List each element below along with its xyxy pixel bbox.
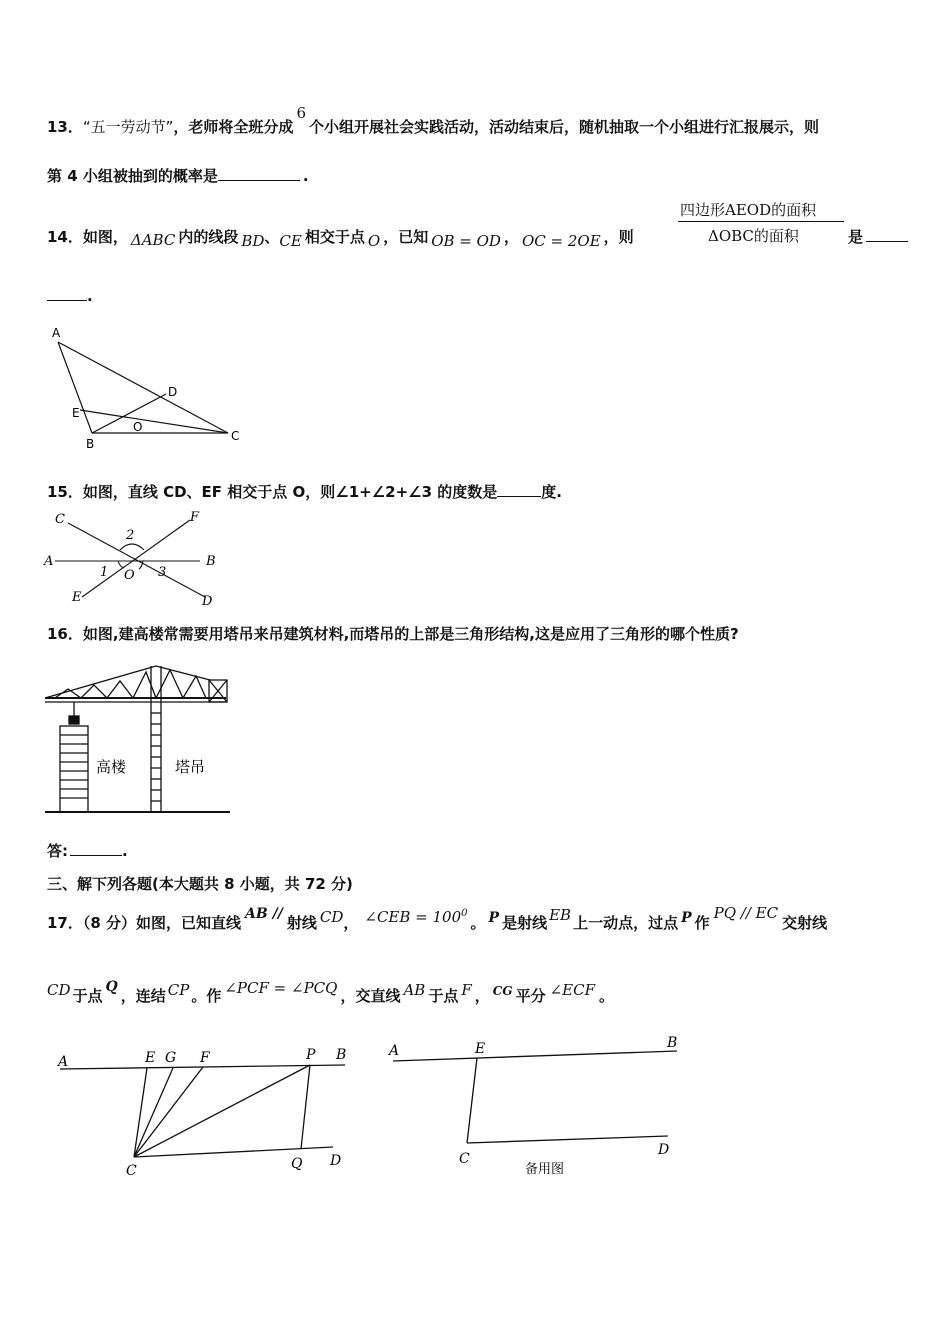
question-14-line-2 bbox=[47, 286, 93, 305]
segment-ec bbox=[467, 1058, 477, 1143]
line-ef bbox=[82, 520, 190, 597]
q17-text-6: 交射线 bbox=[782, 914, 828, 932]
q17-fig1-label-e: E bbox=[145, 1050, 156, 1066]
q14-eq2: OC = 2OE bbox=[521, 232, 601, 250]
q17-cd: CD bbox=[319, 908, 344, 926]
q17-l2-text-2: ，连结 bbox=[120, 987, 166, 1005]
crane-truss bbox=[55, 670, 206, 698]
q15-intersecting-lines-figure bbox=[40, 505, 230, 610]
question-16-line bbox=[47, 623, 739, 644]
q17-degree-mark: 0 bbox=[461, 908, 468, 919]
q17-ab-parallel: AB // bbox=[245, 906, 283, 922]
q16-tower-crane-figure bbox=[40, 658, 240, 818]
q14-text-5: 是 bbox=[848, 228, 864, 246]
hook-block bbox=[69, 716, 79, 724]
q16-answer-line bbox=[47, 840, 128, 861]
q13-number: 13． bbox=[47, 118, 83, 136]
q17-eb: EB bbox=[549, 906, 572, 924]
q14-fig-label-d: D bbox=[168, 385, 178, 399]
q17-pq-parallel: PQ // EC bbox=[713, 904, 779, 922]
q17-angle-ceb bbox=[364, 908, 467, 926]
q14-ce: CE bbox=[279, 232, 302, 250]
q15-fig-label-3: 3 bbox=[158, 565, 167, 580]
q17-l2-text-4: ，交直线 bbox=[340, 987, 401, 1005]
q17-backup-figure bbox=[385, 1030, 690, 1180]
q14-triangle: ΔABC bbox=[130, 231, 176, 249]
line-ab bbox=[393, 1051, 677, 1061]
q14-dun: 、 bbox=[264, 228, 280, 246]
q14-o: O bbox=[367, 232, 381, 250]
q13-answer-blank[interactable] bbox=[218, 166, 300, 181]
question-17-line-1 bbox=[47, 904, 828, 933]
q15-fig-label-f: F bbox=[190, 510, 200, 525]
q15-fig-label-b: B bbox=[206, 554, 216, 569]
q16-answer-blank[interactable] bbox=[70, 841, 122, 856]
q15-text: 15．如图，直线 CD、EF 相交于点 O，则∠1+∠2+∠3 的度数是 bbox=[47, 483, 498, 501]
q17-fig2-label-e: E bbox=[475, 1041, 486, 1057]
q14-tail bbox=[848, 226, 908, 247]
segment-pq bbox=[301, 1065, 310, 1149]
q17-text-3: 是射线 bbox=[502, 914, 548, 932]
q17-text-2: 。 bbox=[470, 914, 486, 932]
q17-f: F bbox=[461, 981, 472, 999]
q16-label-crane: 塔吊 bbox=[175, 758, 206, 776]
q16-text: 16．如图,建高楼常需要用塔吊来吊建筑材料,而塔吊的上部是三角形结构,这是应用了三角形的哪个性质? bbox=[47, 625, 739, 643]
q14-fraction-numerator: 四边形AEOD的面积 bbox=[680, 201, 817, 219]
q14-end: . bbox=[87, 287, 93, 305]
segment-cf bbox=[134, 1067, 203, 1157]
q17-fig1-label-p: P bbox=[306, 1047, 316, 1063]
q14-text-2: 相交于点 bbox=[304, 228, 365, 246]
question-13-line-1 bbox=[47, 104, 819, 137]
q15-fig-label-e: E bbox=[72, 590, 82, 605]
q17-fig1-label-d: D bbox=[330, 1153, 342, 1169]
q17-fig1-label-g: G bbox=[165, 1050, 177, 1066]
q14-comma: ， bbox=[503, 228, 519, 246]
q14-fig-label-o: O bbox=[133, 420, 143, 434]
q14-triangle-figure bbox=[40, 320, 260, 455]
ray-cd bbox=[467, 1136, 668, 1143]
q14-fig-label-c: C bbox=[231, 429, 240, 443]
section-3-heading: 三、解下列各题(本大题共 8 小题，共 72 分) bbox=[47, 875, 353, 893]
q14-fig-label-e: E bbox=[72, 406, 80, 420]
q13-text-3: 第 4 小组被抽到的概率是 bbox=[47, 167, 218, 185]
building bbox=[60, 726, 88, 812]
q17-p-2: P bbox=[681, 910, 692, 926]
q17-fig2-caption: 备用图 bbox=[525, 1162, 565, 1177]
q14-text-1: 内的线段 bbox=[178, 228, 239, 246]
q15-end: 度. bbox=[541, 483, 562, 501]
line-cd bbox=[68, 523, 205, 597]
q17-fig2-label-a: A bbox=[389, 1043, 400, 1059]
q17-text-4: 上一动点，过点 bbox=[573, 914, 679, 932]
q14-number: 14．如图， bbox=[47, 228, 128, 246]
q17-l2-text-1: 于点 bbox=[72, 987, 103, 1005]
q17-fig2-label-c: C bbox=[459, 1151, 470, 1167]
q13-end: . bbox=[302, 167, 309, 185]
q15-fig-label-o: O bbox=[124, 568, 135, 583]
q13-text-2: 个小组开展社会实践活动，活动结束后，随机抽取一个小组进行汇报展示，则 bbox=[308, 118, 819, 136]
q15-fig-label-c: C bbox=[55, 512, 65, 527]
q15-fig-label-1: 1 bbox=[100, 565, 109, 580]
q17-fig2-label-b: B bbox=[667, 1035, 678, 1051]
angle-1-arc bbox=[118, 561, 124, 568]
segment-cp bbox=[134, 1065, 310, 1157]
q14-fraction-bar bbox=[678, 221, 844, 222]
q17-fig1-label-q: Q bbox=[291, 1156, 303, 1172]
q13-six: 6 bbox=[296, 104, 306, 122]
q14-fig-label-b: B bbox=[86, 437, 95, 451]
q17-p: P bbox=[488, 910, 500, 926]
q17-fig1-label-b: B bbox=[336, 1047, 347, 1063]
q17-angle-ceb-text: ∠CEB = 100 bbox=[364, 908, 462, 926]
q14-fig-label-a: A bbox=[52, 326, 61, 340]
q17-comma-2: ， bbox=[474, 987, 490, 1005]
q14-text-4: ，则 bbox=[603, 228, 634, 246]
q15-fig-label-a: A bbox=[44, 554, 54, 569]
q14-fraction-denominator: ΔOBC的面积 bbox=[708, 227, 799, 245]
q15-answer-blank[interactable] bbox=[497, 482, 541, 497]
ray-cd bbox=[134, 1147, 333, 1157]
q15-fig-label-d: D bbox=[202, 594, 213, 609]
q17-fig1-label-f: F bbox=[200, 1050, 210, 1066]
angle-2-arc bbox=[120, 544, 144, 550]
q14-eq1: OB = OD bbox=[431, 232, 501, 250]
question-14-line-1 bbox=[47, 226, 634, 250]
q17-fig1-label-c: C bbox=[126, 1163, 137, 1179]
q17-ab: AB bbox=[403, 981, 426, 999]
q17-l2-text-6: 平分 bbox=[515, 987, 546, 1005]
q17-l2-end: 。 bbox=[599, 987, 615, 1005]
q17-l2-cd: CD bbox=[47, 981, 71, 999]
q17-cg: CG bbox=[492, 984, 513, 998]
q17-l2-text-5: 于点 bbox=[428, 987, 459, 1005]
q17-fig2-label-d: D bbox=[658, 1142, 670, 1158]
q17-angle-eq: ∠PCF = ∠PCQ bbox=[224, 979, 338, 997]
q14-answer-blank-b[interactable] bbox=[47, 286, 87, 301]
building-floors bbox=[60, 735, 88, 798]
q17-cp: CP bbox=[167, 981, 190, 999]
q14-text-3: ，已知 bbox=[383, 228, 429, 246]
q17-ecf: ∠ECF bbox=[549, 981, 595, 999]
q17-fig1-label-a: A bbox=[58, 1054, 69, 1070]
q16-label-building: 高楼 bbox=[96, 758, 127, 776]
q17-main-figure bbox=[50, 1035, 360, 1180]
q16-answer-prefix: 答: bbox=[47, 842, 68, 860]
question-17-line-2 bbox=[47, 979, 615, 1006]
q14-answer-blank-a[interactable] bbox=[866, 227, 908, 242]
question-13-line-2 bbox=[47, 165, 309, 186]
q17-text-1: 射线 bbox=[286, 914, 317, 932]
q17-text-5: 作 bbox=[694, 914, 710, 932]
question-15-line bbox=[47, 481, 562, 502]
q16-end: . bbox=[122, 842, 128, 860]
crane-tie-right bbox=[156, 666, 210, 680]
tower-rungs bbox=[151, 713, 161, 801]
q17-number: 17．（8 分）如图，已知直线 bbox=[47, 914, 242, 932]
q15-fig-label-2: 2 bbox=[126, 528, 135, 543]
q13-quote: “五一劳动节” bbox=[82, 118, 174, 136]
q13-text-1: ，老师将全班分成 bbox=[173, 118, 294, 136]
q17-l2-text-3: 。作 bbox=[191, 987, 222, 1005]
q14-bd: BD bbox=[241, 232, 265, 250]
q17-comma: ， bbox=[343, 914, 359, 932]
q17-q: Q bbox=[105, 979, 118, 995]
